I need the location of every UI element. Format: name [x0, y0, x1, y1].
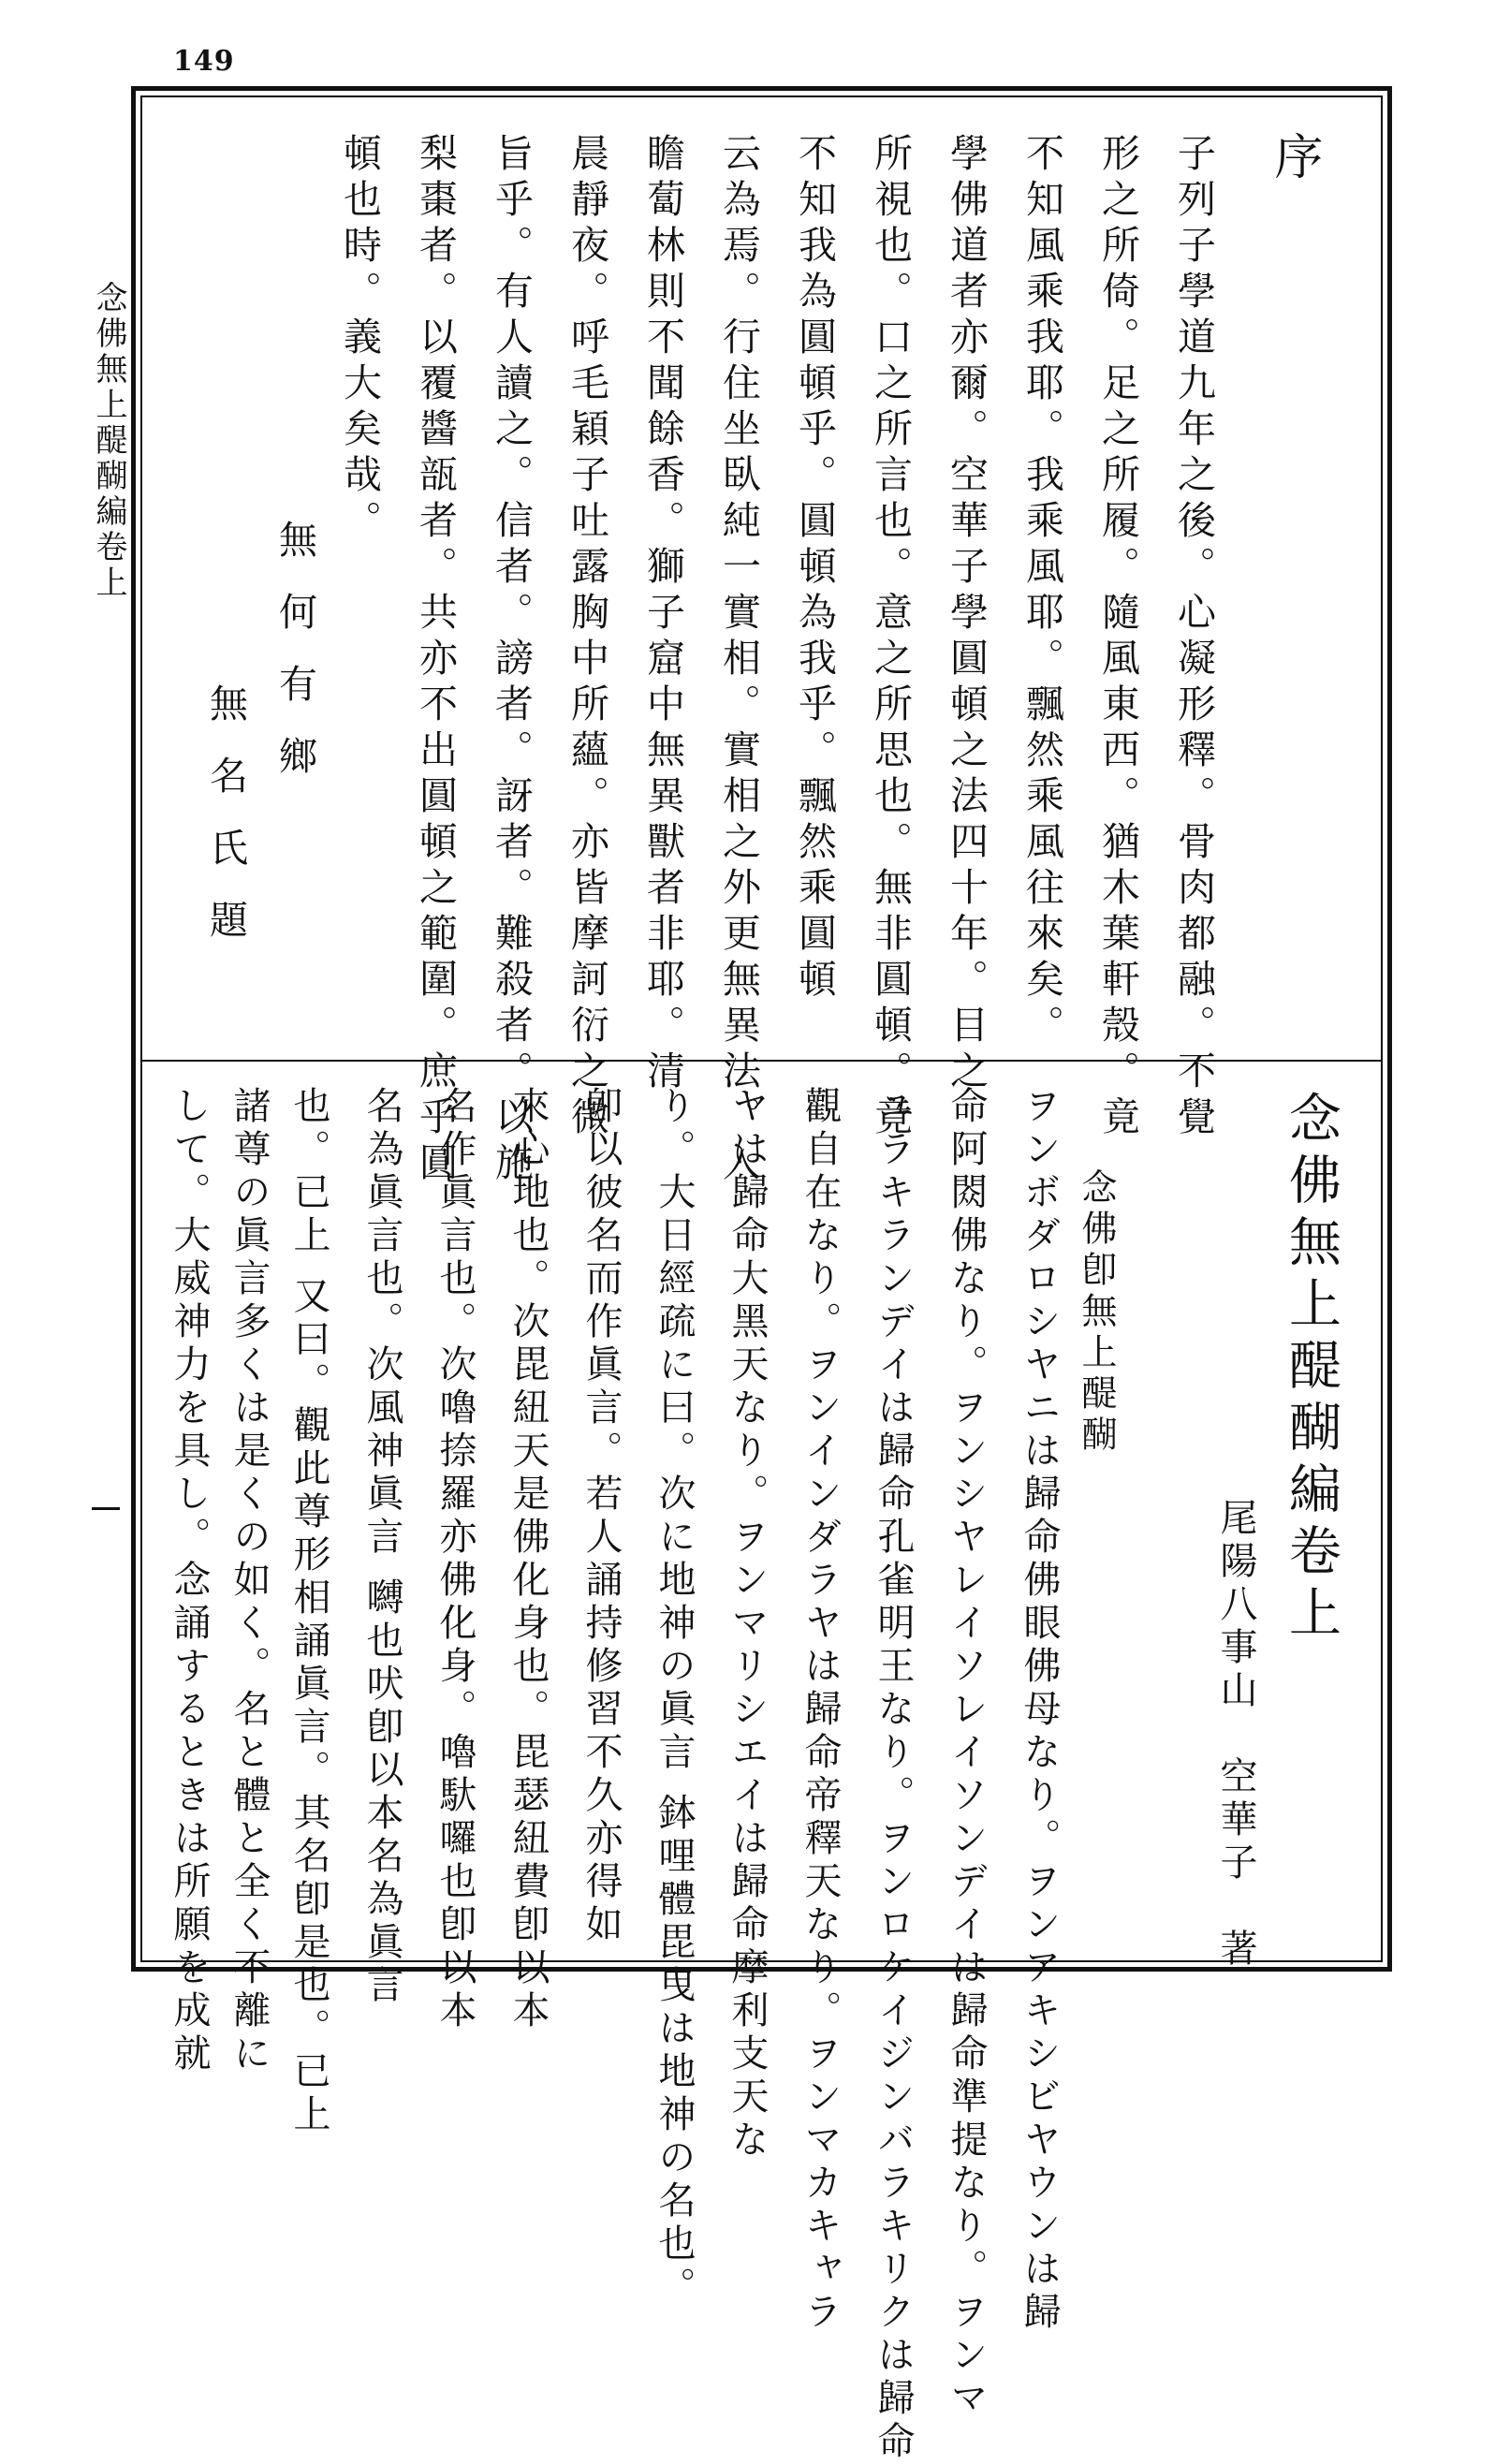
body-column: 也。已上 又曰。觀此尊形相誦眞言。其名卽是也。已上: [287, 1086, 330, 2137]
body-column: ヲンボダロシヤニは歸命佛眼佛母なり。ヲンアキシビヤウンは歸: [1018, 1086, 1061, 2335]
preface-column: 晨靜夜。呼毛穎子吐露胸中所蘊。亦皆摩訶衍之微: [564, 133, 609, 1142]
preface-column: 子列子學道九年之後。心凝形釋。骨肉都融。不覺: [1171, 133, 1216, 1142]
preface-column: 所視也。口之所言也。意之所思也。無非圓頓。竟: [868, 133, 913, 1142]
preface-column: 頓也時。義大矣哉。: [337, 133, 382, 546]
book-title: 念佛無上醍醐編卷上: [1281, 1091, 1341, 1647]
preface-column: 瞻蔔林則不聞餘香。獅子窟中無異獸者非耶。清: [640, 133, 685, 1096]
preface-column: 梨棗者。以覆醬瓿者。共亦不出圓頓之範圍。庶乎圓: [413, 133, 458, 1188]
body-column: 名作眞言也。次嚕捺羅亦佛化身。嚕馱囉也卽以本: [433, 1086, 476, 2033]
section-title: 念佛卽無上醍醐: [1076, 1168, 1117, 1457]
body-column: 來心地也。次毘紐天是佛化身也。毘瑟紐費卽以本: [506, 1086, 550, 2033]
preface-column: 不知風乘我耶。我乘風耶。飄然乘風往來矣。: [1019, 133, 1064, 1050]
body-column: 觀自在なり。ヲンインダラヤは歸命帝釋天なり。ヲンマカキャラ: [799, 1086, 842, 2335]
preface-column: 學佛道者亦爾。空華子學圓頓之法四十年。目之: [944, 133, 989, 1096]
page-number: 149: [173, 45, 235, 78]
author-line: 尾陽八事山 空華子 著: [1214, 1498, 1257, 1972]
body-column: して。大威神力を具し。念誦するときは所願を成就: [168, 1086, 211, 2076]
body-column: り。大日經疏に曰。次に地神の眞言 鉢哩體毘曳は地神の名也。: [652, 1086, 696, 2310]
body-column: 卽以彼名而作眞言。若人誦持修習不久亦得如: [579, 1086, 623, 1947]
preface-column: 形之所倚。足之所履。隨風東西。猶木葉軒殼。竟: [1095, 133, 1140, 1142]
body-column: 命阿閦佛なり。ヲンシヤレイソレイソンデイは歸命準提なり。ヲンマ: [945, 1086, 988, 2421]
preface-column: 云為焉。行住坐臥純一實相。實相之外更無異法。入: [716, 133, 761, 1188]
body-column: 諸尊の眞言多くは是くの如く。名と體と全く不離に: [227, 1086, 271, 2076]
margin-title: 念佛無上醍醐編卷上: [90, 281, 127, 601]
preface-column: 旨乎。有人讀之。信者。謗者。訝者。難殺者。以施: [489, 133, 534, 1188]
body-column: ユラキランデイは歸命孔雀明王なり。ヲンロケイジンバラキリクは歸命: [872, 1086, 915, 2464]
preface-signature-place: 無何有鄉: [272, 520, 317, 808]
body-column: 名為眞言也。次風神眞言 嚩也吠卽以本名為眞言: [360, 1086, 403, 2008]
preface-heading: 序: [1266, 131, 1322, 180]
margin-page-mark: [92, 1507, 120, 1510]
body-column: ヤは歸命大黑天なり。ヲンマリシエイは歸命摩利支天な: [726, 1086, 769, 2163]
preface-column: 不知我為圓頓乎。圓頓為我乎。飄然乘圓頓: [792, 133, 837, 1005]
preface-signature-name: 無名氏題: [203, 683, 248, 972]
